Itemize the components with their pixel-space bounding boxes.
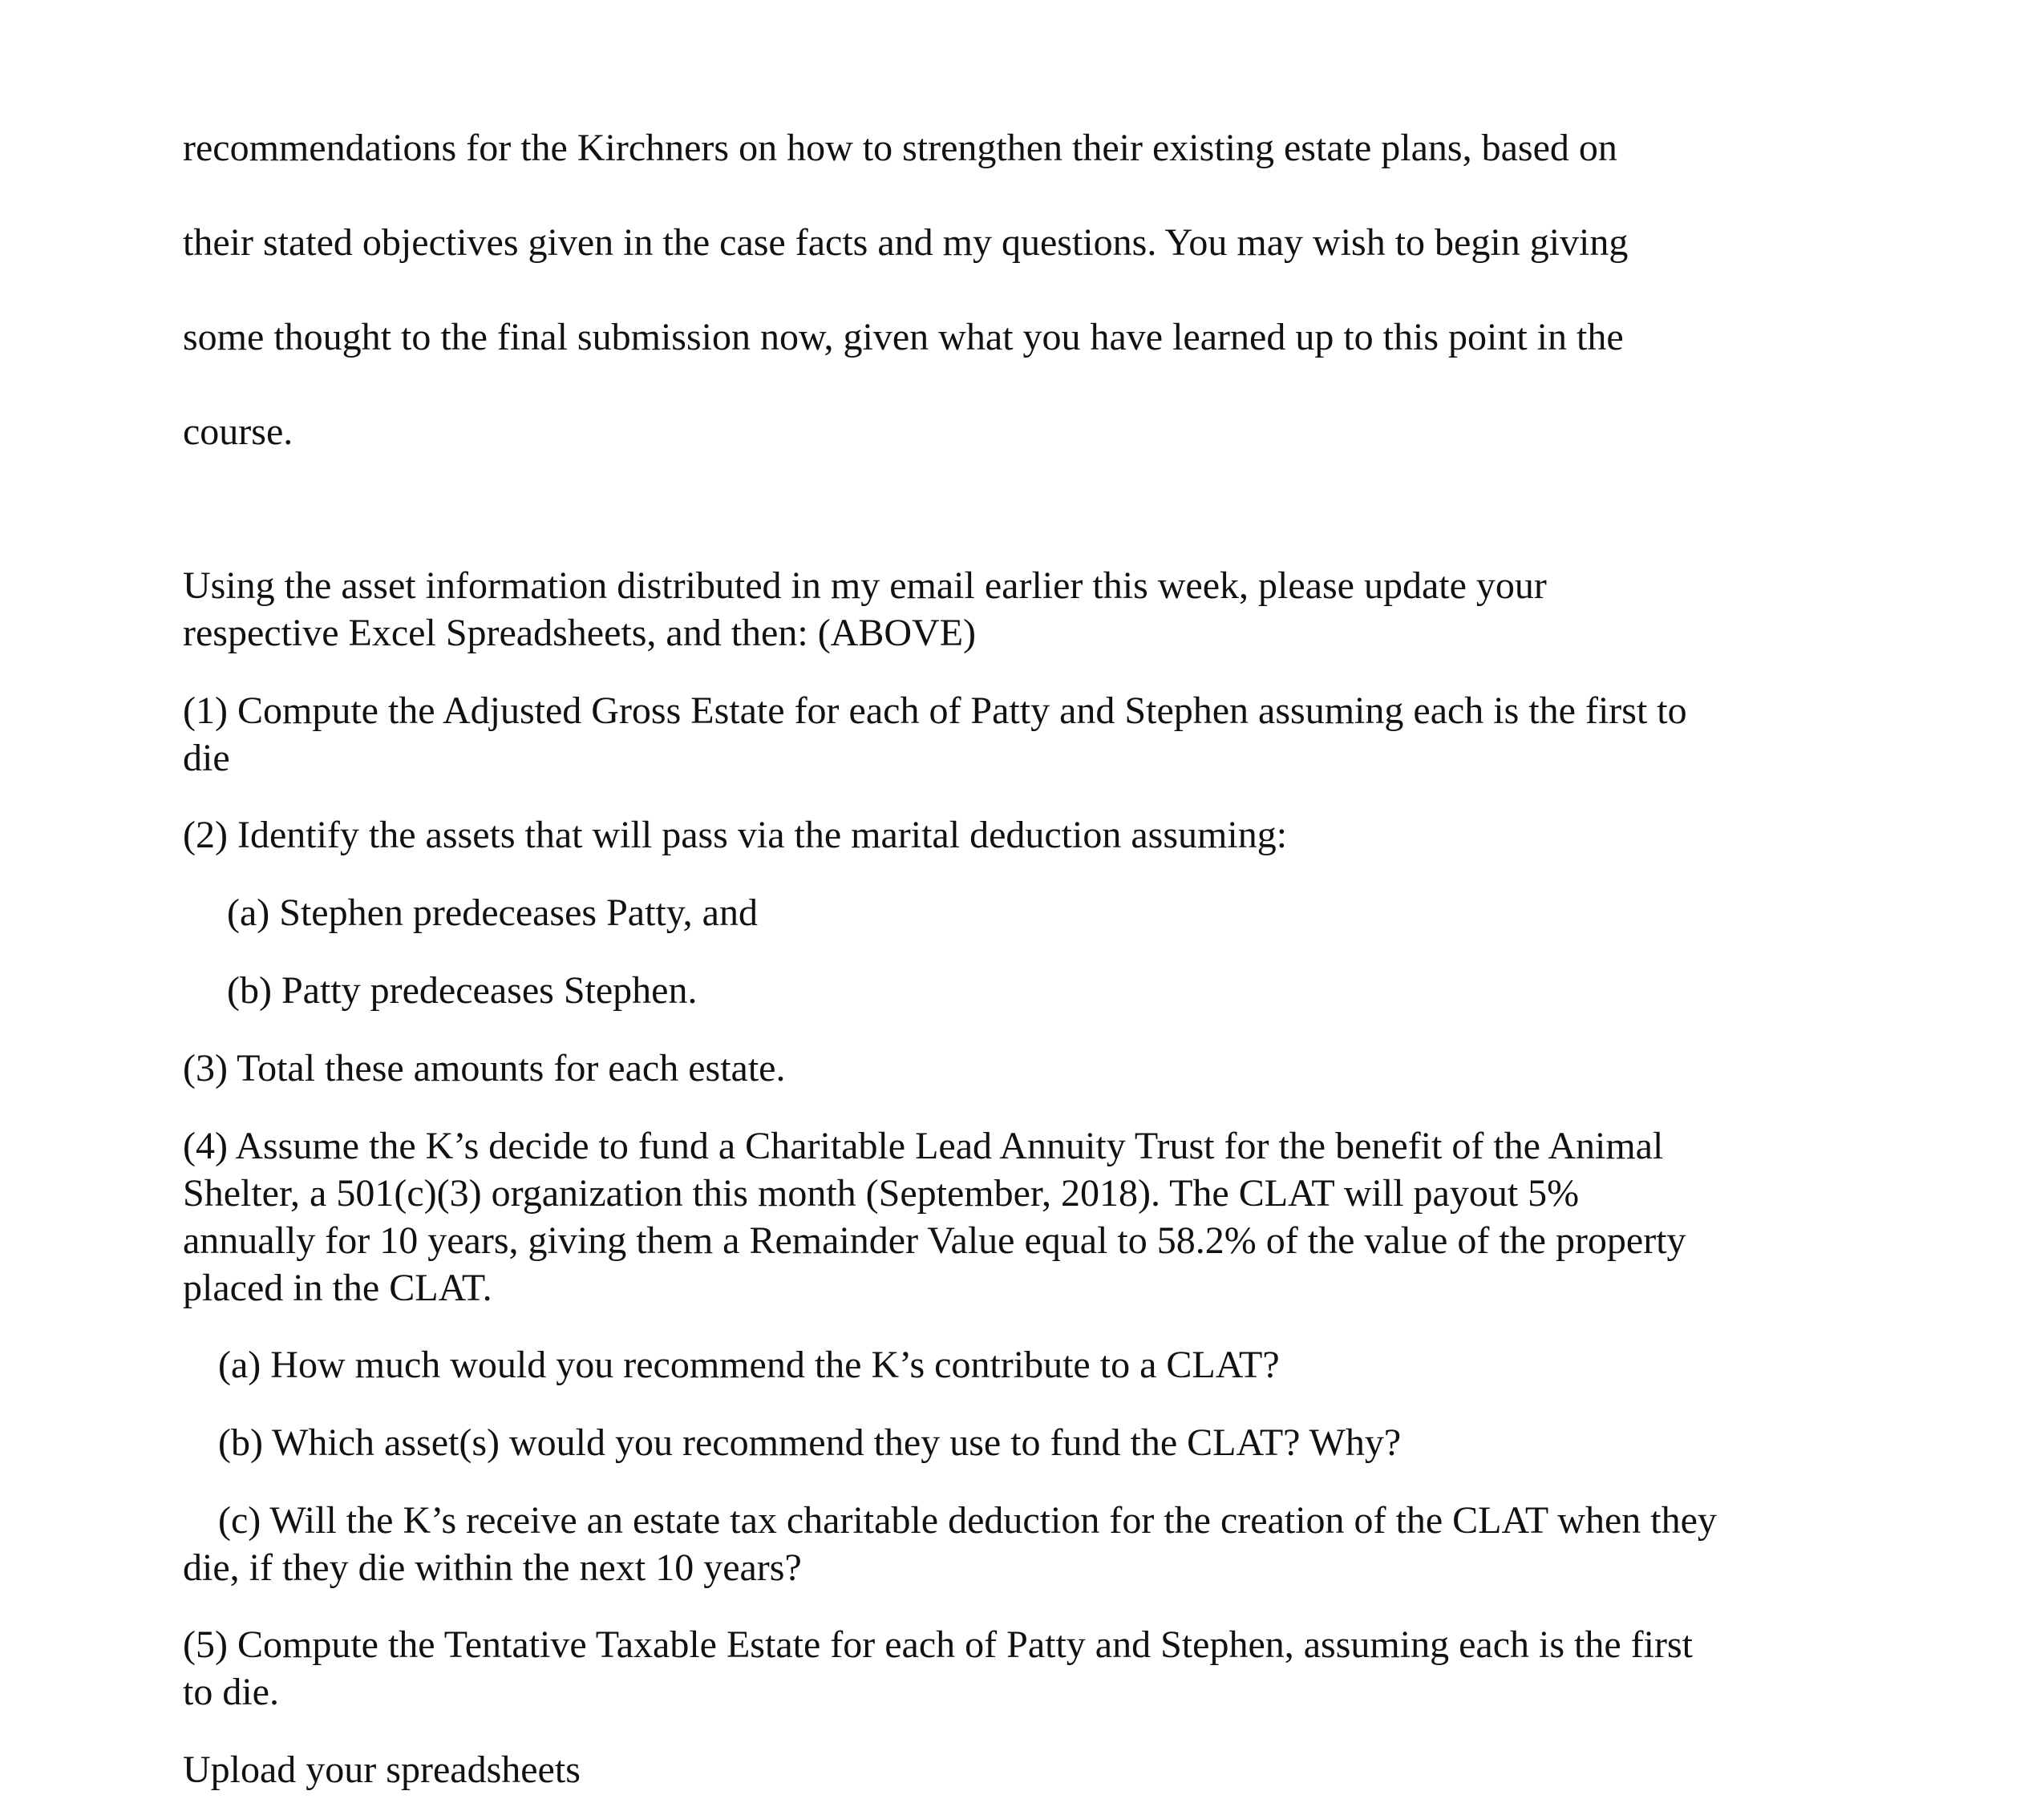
question-4c-line: (c) Will the K’s receive an estate tax charitable deduction for the creation of the CLAT when they: [218, 1499, 1717, 1542]
intro-line: some thought to the final submission now, given what you have learned up to this point in the: [183, 316, 1624, 358]
question-5-line: (5) Compute the Tentative Taxable Estate for each of Patty and Stephen, assuming each is the first: [183, 1623, 1693, 1666]
intro-line: recommendations for the Kirchners on how to strengthen their existing estate plans, based on: [183, 127, 1617, 169]
question-5-line: to die.: [183, 1671, 279, 1713]
instructions-line: Using the asset information distributed in my email earlier this week, please update your: [183, 564, 1547, 607]
question-1-line: (1) Compute the Adjusted Gross Estate for each of Patty and Stephen assuming each is the first to: [183, 689, 1687, 732]
question-1-line: die: [183, 737, 230, 779]
question-4-line: placed in the CLAT.: [183, 1267, 492, 1309]
question-2a: (a) Stephen predeceases Patty, and: [227, 891, 758, 934]
question-3-text: (3) Total these amounts for each estate.: [183, 1047, 786, 1089]
question-4b: (b) Which asset(s) would you recommend they use to fund the CLAT? Why?: [218, 1421, 1402, 1464]
question-2b: (b) Patty predeceases Stephen.: [227, 969, 698, 1012]
question-4-line: (4) Assume the K’s decide to fund a Charitable Lead Annuity Trust for the benefit of the Animal: [183, 1125, 1664, 1167]
question-4a: (a) How much would you recommend the K’s contribute to a CLAT?: [218, 1344, 1280, 1386]
question-4-line: Shelter, a 501(c)(3) organization this month (September, 2018). The CLAT will payout 5%: [183, 1172, 1580, 1215]
question-4-line: annually for 10 years, giving them a Remainder Value equal to 58.2% of the value of the property: [183, 1219, 1686, 1262]
intro-line: their stated objectives given in the case facts and my questions. You may wish to begin giving: [183, 221, 1629, 264]
question-2-text: (2) Identify the assets that will pass via the marital deduction assuming:: [183, 814, 1288, 856]
question-4c-line: die, if they die within the next 10 years?: [183, 1546, 802, 1589]
closing-text: Upload your spreadsheets: [183, 1748, 581, 1791]
instructions-line: respective Excel Spreadsheets, and then: (ABOVE): [183, 612, 976, 654]
intro-line: course.: [183, 410, 293, 453]
